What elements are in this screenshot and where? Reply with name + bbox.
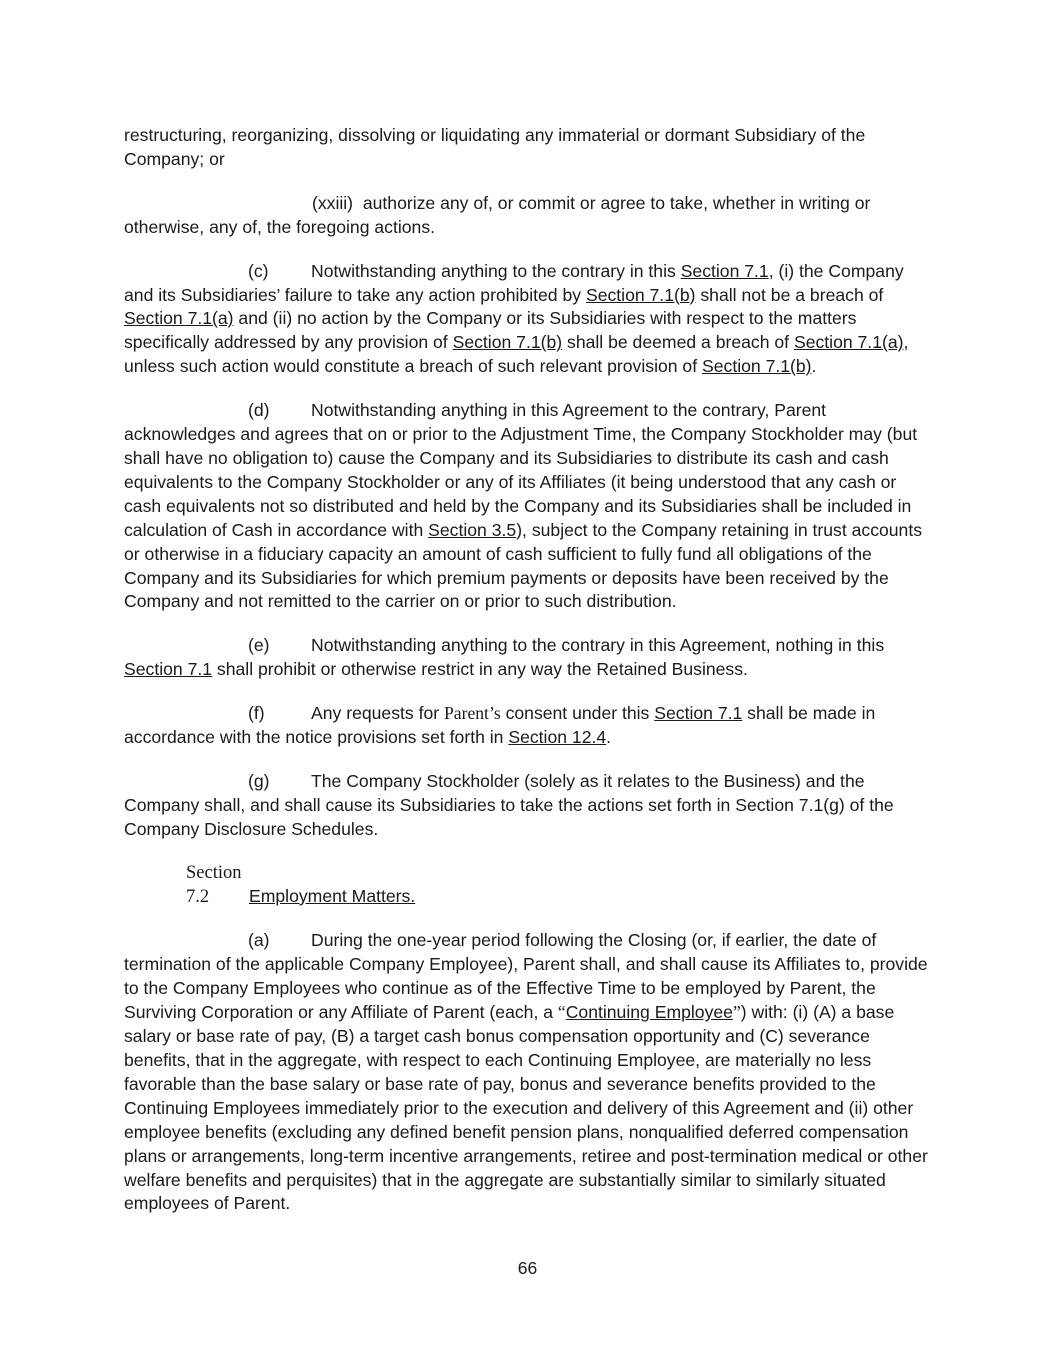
text-run: Any requests for: [311, 703, 444, 724]
text-run: Notwithstanding anything to the contrary in this: [311, 260, 681, 281]
item-label: (c): [248, 260, 269, 281]
section-reference: Section 7.1(b): [452, 332, 563, 353]
text-run: consent under this: [500, 703, 655, 724]
text-run: Notwithstanding anything to the contrary in this Agreement, nothing in this: [311, 635, 885, 656]
text-run: .: [606, 727, 612, 748]
paragraph-text: restructuring, reorganizing, dissolving or liquidating any immaterial or dormant Subsidiary of the Company; or: [124, 125, 866, 169]
text-run: , unless such action would constitute a breach of such relevant provision of: [124, 332, 909, 377]
text-run: shall prohibit or otherwise restrict in any way the Retained Business.: [212, 659, 748, 680]
paragraph-xxiii: [124, 192, 934, 240]
section-reference: Section 7.1(b): [585, 284, 696, 305]
section-reference: Section 7.1: [124, 659, 213, 680]
text-run: During the one-year period following the Closing (or, if earlier, the date of termination of the applicable Company Employee), Parent shall, and shall cause its Affiliates to, provide to the Company Employees who continue as of the Effective Time to be employed by Parent, the Surviving Corporation or any Affiliate of Parent (each, a: [124, 930, 928, 1023]
paragraph-e: [124, 634, 934, 682]
item-label: (e): [248, 635, 270, 656]
quote-mark: “: [557, 1002, 566, 1023]
document-page: [124, 124, 934, 1236]
text-run: and (ii) no action by the Company or its Subsidiaries with respect to the matters specifically addressed by any provision of: [124, 308, 857, 353]
quote-mark: ”: [732, 1002, 741, 1023]
paragraph-g: [124, 770, 934, 842]
item-label: (xxiii): [312, 192, 354, 213]
section-reference: Section 7.1: [654, 703, 743, 724]
section-reference: Section 12.4: [508, 727, 607, 748]
section-title: Employment Matters.: [249, 885, 416, 906]
item-label: (f): [248, 703, 265, 724]
paragraph-text: The Company Stockholder (solely as it relates to the Business) and the Company shall, and shall cause its Subsidiaries to take the actions set forth in Section 7.1(g) of the Company Disclosure Schedules.: [124, 770, 894, 839]
section-reference: Section 7.1(b): [702, 356, 812, 377]
paragraph-d: [124, 399, 934, 614]
text-run: shall be made in accordance with the notice provisions set forth in: [124, 703, 876, 748]
paragraph-text: authorize any of, or commit or agree to take, whether in writing or otherwise, any of, the foregoing actions.: [124, 192, 871, 237]
text-run: Notwithstanding anything in this Agreement to the contrary, Parent acknowledges and agrees that on or prior to the Adjustment Time, the Company Stockholder may (but shall have no obligation to) cause the Company and its Subsidiaries to distribute its cash and cash equivalents to the Company Stockholder or any of its Affiliates (it being understood that any cash or cash equivalents not so distributed and held by the Company and its Subsidiaries shall be included in calculation of Cash in accordance with: [124, 400, 918, 540]
text-run: .: [811, 356, 817, 377]
paragraph-f: [124, 702, 934, 750]
section-reference: Section 3.5: [428, 519, 517, 540]
paragraph-c: [124, 260, 934, 380]
paragraph-intro: [124, 124, 934, 172]
item-label: (g): [248, 770, 270, 791]
text-run: ), subject to the Company retaining in trust accounts or otherwise in a fiduciary capacity an amount of cash sufficient to fully fund all obligations of the Company and its Subsidiaries for which premium payments or deposits have been received by the Company and not remitted to the carrier on or prior to such distribution.: [124, 519, 923, 612]
text-run: Parent’s: [444, 703, 501, 724]
defined-term: Continuing Employee: [565, 1002, 733, 1023]
item-label: (a): [248, 930, 270, 951]
item-label: (d): [248, 400, 270, 421]
section-heading: [124, 862, 934, 910]
section-reference: Section 7.1: [680, 260, 769, 281]
text-run: ) with: (i) (A) a base salary or base rate of pay, (B) a target cash bonus compensation opportunity and (C) severance benefits, that in the aggregate, with respect to each Continuing Employee, are materially no less favorable than the base salary or base rate of pay, bonus and severance benefits provided to the Continuing Employees immediately prior to the execution and delivery of this Agreement and (ii) other employee benefits (excluding any defined benefit pension plans, nonqualified deferred compensation plans or arrangements, long-term incentive arrangements, retiree and post-termination medical or other welfare benefits and perquisites) that in the aggregate are substantially similar to similarly situated employees of Parent.: [124, 1002, 928, 1214]
section-number: Section 7.2: [186, 862, 242, 907]
paragraph-a: [124, 929, 934, 1216]
section-reference: Section 7.1(a): [124, 308, 234, 329]
section-reference: Section 7.1(a): [793, 332, 904, 353]
text-run: , (i) the Company and its Subsidiaries’ failure to take any action prohibited by: [124, 260, 904, 305]
page-number: 66: [517, 1258, 538, 1278]
text-run: shall be deemed a breach of: [562, 332, 794, 353]
text-run: shall not be a breach of: [695, 284, 884, 305]
